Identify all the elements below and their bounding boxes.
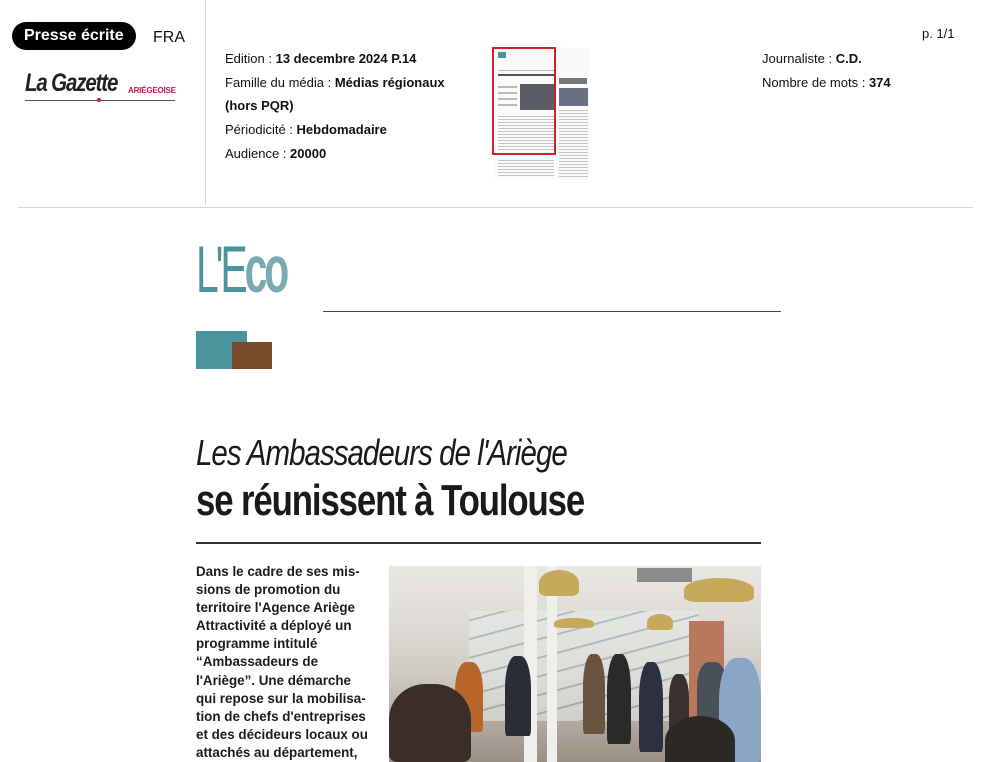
article-photo (389, 566, 761, 762)
rubric-suffix: co (244, 232, 287, 306)
thumbnail-text-line (559, 78, 587, 84)
lead-line: qui repose sur la mobilisa- (196, 690, 366, 706)
photo-vent (637, 568, 692, 582)
periodicity-label: Périodicité : (225, 122, 297, 138)
audience-row (225, 142, 445, 166)
lead-line: “Ambassadeurs de (196, 654, 319, 670)
periodicity-value: Hebdomadaire (296, 122, 387, 138)
photo-person (583, 654, 605, 734)
photo-person-foreground (665, 716, 735, 762)
section-rubric (196, 234, 286, 304)
audience-value: 20000 (290, 145, 327, 161)
article-title-line2: se réunissent à Toulouse (196, 476, 585, 525)
rubric-square-brown (232, 342, 272, 369)
article-lead (196, 563, 386, 762)
thumbnail-photo-2 (559, 88, 588, 106)
header-vertical-divider (205, 0, 206, 205)
word-count-row (762, 71, 891, 95)
publication-logo (25, 68, 177, 104)
thumbnail-text-block (498, 160, 554, 178)
rubric-prefix: L'E (196, 232, 245, 306)
thumbnail-highlight-frame (492, 47, 556, 155)
lead-line: et des décideurs locaux ou (196, 726, 368, 742)
media-type-badge: Presse écrite (12, 22, 136, 50)
media-family-row-cont (225, 94, 445, 118)
word-count-value: 374 (868, 75, 891, 90)
edition-label: Edition : (225, 51, 276, 66)
page-thumbnail[interactable] (491, 46, 591, 182)
author-metadata (762, 47, 891, 95)
rubric-rule (323, 311, 781, 312)
article-title-line1: Les Ambassadeurs de l'Ariège (196, 432, 567, 473)
logo-main-text: La Gazette (25, 69, 118, 97)
journalist-label: Journaliste : (762, 51, 836, 66)
lead-line: l'Ariège”. Une démarche (196, 672, 351, 688)
journalist-row (762, 47, 891, 71)
photo-lamp (539, 570, 579, 596)
lead-line: programme intitulé (196, 636, 318, 652)
lead-line: attachés au département, (196, 744, 358, 760)
lead-line: Dans le cadre de ses mis- (196, 564, 360, 579)
edition-metadata (225, 47, 445, 166)
edition-row (225, 47, 445, 71)
header-horizontal-divider (18, 207, 973, 208)
lead-line: sions de promotion du (196, 582, 341, 598)
lead-line: tion de chefs d'entreprises (196, 708, 366, 724)
photo-person (639, 662, 663, 752)
journalist-value: C.D. (835, 51, 862, 66)
media-family-value: Médias régionaux (334, 74, 445, 90)
photo-lamp (647, 614, 673, 630)
lead-line: Attractivité a déployé un (196, 618, 352, 634)
photo-person (505, 656, 531, 736)
lead-line: territoire l'Agence Ariège (196, 600, 355, 616)
title-rule (196, 542, 761, 544)
photo-person (607, 654, 631, 744)
media-family-row (225, 71, 445, 95)
page-number: p. 1/1 (922, 26, 955, 41)
periodicity-row (225, 118, 445, 142)
edition-value: 13 decembre 2024 P.14 (275, 51, 417, 66)
photo-lamp (684, 578, 754, 602)
photo-person-foreground (389, 684, 471, 762)
logo-dot (97, 98, 101, 102)
audience-label: Audience : (225, 145, 291, 161)
word-count-label: Nombre de mots : (762, 75, 869, 90)
media-family-value-cont: (hors PQR) (225, 98, 294, 114)
logo-sub-text: ARIÉGEOISE (128, 86, 176, 95)
photo-lamp (554, 618, 594, 628)
media-family-label: Famille du média : (225, 74, 335, 90)
language-label: FRA (153, 29, 185, 46)
thumbnail-text-block (559, 110, 588, 178)
